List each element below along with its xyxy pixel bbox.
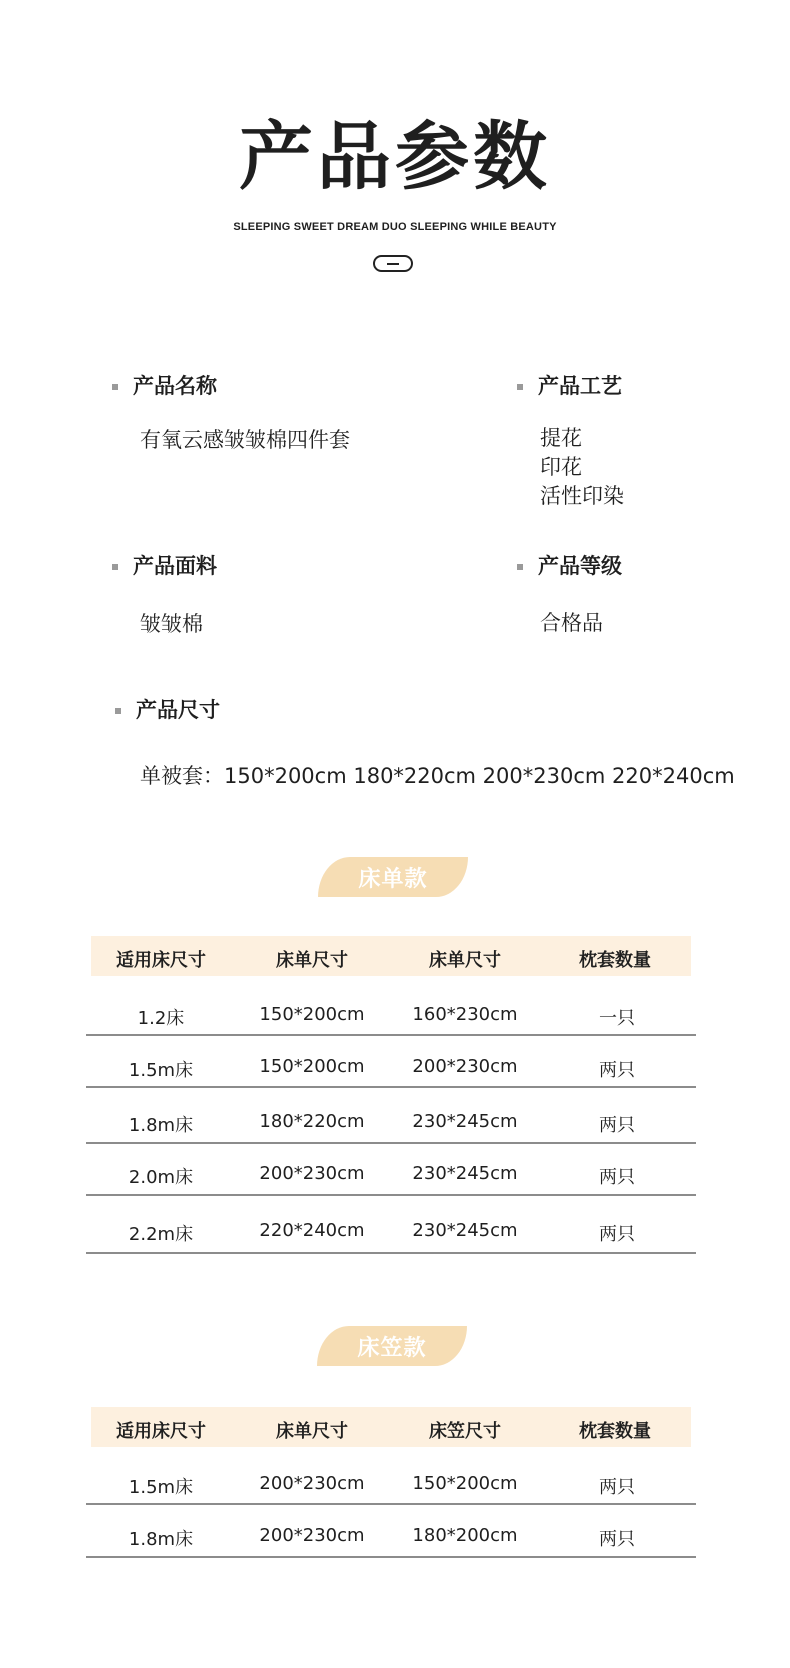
param-fabric-label-text: 产品面料 — [133, 554, 217, 578]
cell: 230*245cm — [412, 1220, 518, 1241]
bullet-icon — [115, 708, 121, 714]
cell: 150*200cm — [259, 1004, 365, 1025]
dash-mark — [387, 263, 399, 265]
header-cell: 枕套数量 — [579, 950, 651, 971]
craft-value: 印花 — [540, 455, 582, 479]
param-fabric-value: 皱皱棉 — [140, 612, 203, 636]
cell: 两只 — [599, 1060, 635, 1081]
param-size-value: 单被套：150*200cm 180*220cm 200*230cm 220*240cm — [140, 764, 735, 788]
cell: 1.5m床 — [128, 1477, 194, 1498]
cell: 一只 — [599, 1008, 635, 1029]
cell: 200*230cm — [259, 1473, 365, 1494]
header-cell: 适用床尺寸 — [116, 950, 206, 971]
row-divider — [86, 1503, 696, 1505]
header-cell: 床单尺寸 — [429, 950, 501, 971]
param-size-label — [115, 700, 220, 721]
cell: 200*230cm — [259, 1163, 365, 1184]
cell: 两只 — [599, 1529, 635, 1550]
craft-value: 提花 — [540, 426, 582, 450]
cell: 两只 — [599, 1224, 635, 1245]
bullet-icon — [517, 564, 523, 570]
cell: 230*245cm — [412, 1163, 518, 1184]
header-cell: 枕套数量 — [579, 1421, 651, 1442]
param-grade-label — [517, 556, 622, 577]
cell: 2.2m床 — [128, 1224, 194, 1245]
cell: 1.8m床 — [128, 1115, 194, 1136]
fitted-style-badge: 床笠款 — [317, 1326, 467, 1366]
cell: 两只 — [599, 1115, 635, 1136]
cell: 230*245cm — [412, 1111, 518, 1132]
cell: 1.2床 — [137, 1008, 185, 1029]
row-divider — [86, 1142, 696, 1144]
param-grade-value: 合格品 — [540, 611, 603, 635]
cell: 180*200cm — [412, 1525, 518, 1546]
cell: 150*200cm — [412, 1473, 518, 1494]
cell: 1.5m床 — [128, 1060, 194, 1081]
table-header-row — [91, 1407, 691, 1447]
param-grade-label-text: 产品等级 — [538, 554, 622, 578]
craft-value: 活性印染 — [540, 484, 624, 508]
cell: 1.8m床 — [128, 1529, 194, 1550]
cell: 180*220cm — [259, 1111, 365, 1132]
header-cell: 适用床尺寸 — [116, 1421, 206, 1442]
header-cell: 床单尺寸 — [276, 950, 348, 971]
row-divider — [86, 1086, 696, 1088]
table-header-row — [91, 936, 691, 976]
cell: 两只 — [599, 1477, 635, 1498]
row-divider — [86, 1194, 696, 1196]
cell: 2.0m床 — [128, 1167, 194, 1188]
bullet-icon — [112, 564, 118, 570]
param-name-value: 有氧云感皱皱棉四件套 — [140, 428, 350, 452]
row-divider — [86, 1556, 696, 1558]
param-size-label-text: 产品尺寸 — [136, 698, 220, 722]
cell: 200*230cm — [412, 1056, 518, 1077]
cell: 220*240cm — [259, 1220, 365, 1241]
page-subtitle: SLEEPING SWEET DREAM DUO SLEEPING WHILE BEAUTY — [233, 221, 557, 233]
bullet-icon — [112, 384, 118, 390]
cell: 160*230cm — [412, 1004, 518, 1025]
sheet-style-badge: 床单款 — [318, 857, 468, 897]
param-name-label-text: 产品名称 — [133, 374, 217, 398]
row-divider — [86, 1034, 696, 1036]
cell: 两只 — [599, 1167, 635, 1188]
row-divider — [86, 1252, 696, 1254]
header-cell: 床笠尺寸 — [429, 1421, 501, 1442]
param-craft-label-text: 产品工艺 — [538, 374, 622, 398]
minus-pill-icon — [373, 255, 413, 272]
param-craft-label — [517, 376, 622, 397]
bullet-icon — [517, 384, 523, 390]
param-craft-values — [540, 424, 624, 511]
cell: 150*200cm — [259, 1056, 365, 1077]
header-cell: 床单尺寸 — [276, 1421, 348, 1442]
cell: 200*230cm — [259, 1525, 365, 1546]
param-fabric-label — [112, 556, 217, 577]
page-title: 产品参数 — [239, 114, 551, 200]
param-name-label — [112, 376, 217, 397]
